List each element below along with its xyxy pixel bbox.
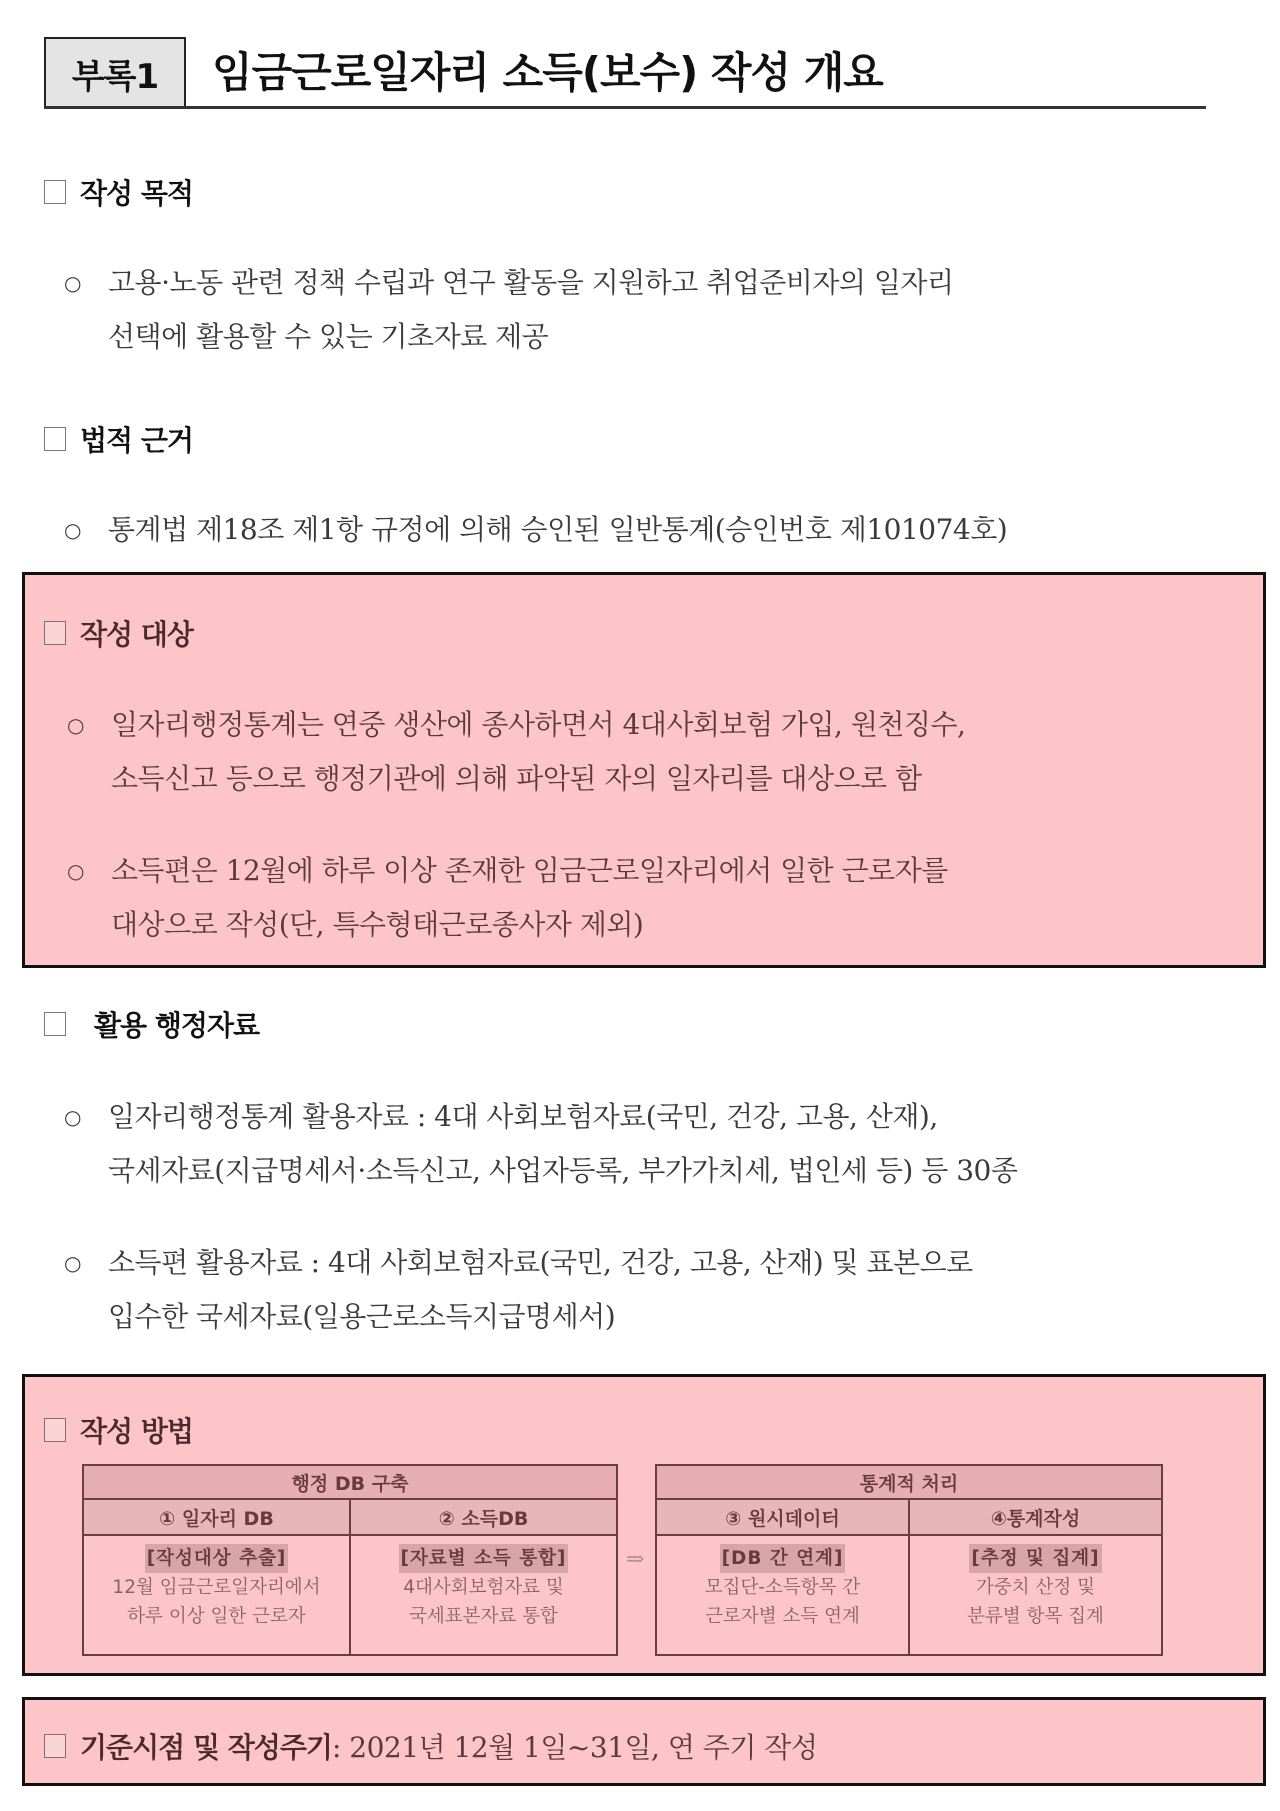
arrow-right-icon: ⇒ <box>626 1547 645 1572</box>
square-checkbox-icon <box>44 180 66 204</box>
diagram-text: 국세표본자료 통합 <box>409 1606 558 1627</box>
circle-bullet-icon: ○ <box>67 713 84 737</box>
circle-bullet-icon: ○ <box>64 1105 81 1129</box>
bullet-line: 소득편 활용자료 : 4대 사회보험자료(국민, 건강, 고용, 산재) 및 표본으로 <box>108 1246 973 1279</box>
diagram-column-raw-data <box>657 1500 908 1654</box>
section-heading-reference-period <box>44 1726 817 1766</box>
bullet-line: 일자리행정통계는 연중 생산에 종사하면서 4대사회보험 가입, 원천징수, <box>111 708 966 741</box>
diagram-column-income-db <box>349 1500 616 1654</box>
diagram-step-tag: [추정 및 집계] <box>969 1544 1101 1573</box>
highlight-box-reference-period <box>22 1697 1266 1786</box>
diagram-step-tag: [자료별 소득 통합] <box>399 1544 569 1573</box>
section-heading-admin-data <box>44 1004 259 1044</box>
highlight-box-method <box>22 1374 1266 1676</box>
diagram-column-statistics <box>908 1500 1161 1654</box>
bullet-line: 소득신고 등으로 행정기관에 의해 파악된 자의 일자리를 대상으로 함 <box>111 762 922 795</box>
diagram-column-title: ④통계작성 <box>910 1500 1161 1536</box>
bullet-line: 소득편은 12월에 하루 이상 존재한 임금근로일자리에서 일한 근로자를 <box>111 854 948 887</box>
square-checkbox-icon <box>44 1012 66 1036</box>
section-heading-legal-basis <box>44 419 193 459</box>
diagram-block-db-build <box>82 1464 618 1656</box>
diagram-text: 가중치 산정 및 <box>976 1577 1095 1598</box>
bullet-line: 대상으로 작성(단, 특수형태근로종사자 제외) <box>111 908 644 941</box>
diagram-block-statistical-processing <box>655 1464 1163 1656</box>
diagram-column-title: ① 일자리 DB <box>84 1500 349 1536</box>
square-checkbox-icon <box>44 427 66 451</box>
reference-period-text: : 2021년 12월 1일~31일, 연 주기 작성 <box>331 1731 818 1764</box>
diagram-text: 근로자별 소득 연계 <box>705 1606 860 1627</box>
section-heading-purpose <box>44 172 193 212</box>
square-checkbox-icon <box>44 1418 66 1442</box>
diagram-step-tag: [DB 간 연계] <box>720 1544 846 1573</box>
diagram-column-title: ② 소득DB <box>351 1500 616 1536</box>
section-heading-text: 활용 행정자료 <box>94 1009 260 1042</box>
circle-bullet-icon: ○ <box>64 271 81 295</box>
diagram-block-title: 행정 DB 구축 <box>84 1466 616 1500</box>
bullet-line: 통계법 제18조 제1항 규정에 의해 승인된 일반통계(승인번호 제101074호) <box>108 513 1008 546</box>
circle-bullet-icon: ○ <box>67 859 84 883</box>
page-title: 임금근로일자리 소득(보수) 작성 개요 <box>212 48 883 97</box>
diagram-text: 모집단-소득항목 간 <box>704 1577 861 1598</box>
highlight-box-target <box>22 572 1266 968</box>
diagram-column-title: ③ 원시데이터 <box>657 1500 908 1536</box>
section-heading-text: 작성 목적 <box>80 177 193 210</box>
appendix-badge: 부록1 <box>44 37 186 107</box>
section-heading-method <box>44 1410 193 1450</box>
bullet-line: 국세자료(지급명세서·소득신고, 사업자등록, 부가가치세, 법인세 등) 등 30종 <box>108 1154 1018 1187</box>
diagram-step-tag: [작성대상 추출] <box>145 1544 289 1573</box>
title-underline <box>44 106 1206 109</box>
bullet-line: 일자리행정통계 활용자료 : 4대 사회보험자료(국민, 건강, 고용, 산재), <box>108 1100 938 1133</box>
bullet-line: 입수한 국세자료(일용근로소득지급명세서) <box>108 1300 616 1333</box>
square-checkbox-icon <box>44 1734 66 1758</box>
diagram-text: 4대사회보험자료 및 <box>403 1577 564 1598</box>
circle-bullet-icon: ○ <box>64 1251 81 1275</box>
section-heading-target <box>44 613 193 653</box>
diagram-text: 12월 임금근로일자리에서 <box>112 1577 321 1598</box>
section-heading-text: 작성 대상 <box>80 618 193 651</box>
square-checkbox-icon <box>44 621 66 645</box>
bullet-line: 고용·노동 관련 정책 수립과 연구 활동을 지원하고 취업준비자의 일자리 <box>108 266 954 299</box>
diagram-column-job-db <box>84 1500 349 1654</box>
section-heading-text: 법적 근거 <box>80 424 193 457</box>
bullet-line: 선택에 활용할 수 있는 기초자료 제공 <box>108 320 549 353</box>
section-heading-text: 기준시점 및 작성주기 <box>80 1731 332 1764</box>
circle-bullet-icon: ○ <box>64 518 81 542</box>
diagram-text: 분류별 항목 집계 <box>967 1606 1104 1627</box>
diagram-text: 하루 이상 일한 근로자 <box>127 1606 306 1627</box>
diagram-block-title: 통계적 처리 <box>657 1466 1161 1500</box>
section-heading-text: 작성 방법 <box>80 1415 193 1448</box>
